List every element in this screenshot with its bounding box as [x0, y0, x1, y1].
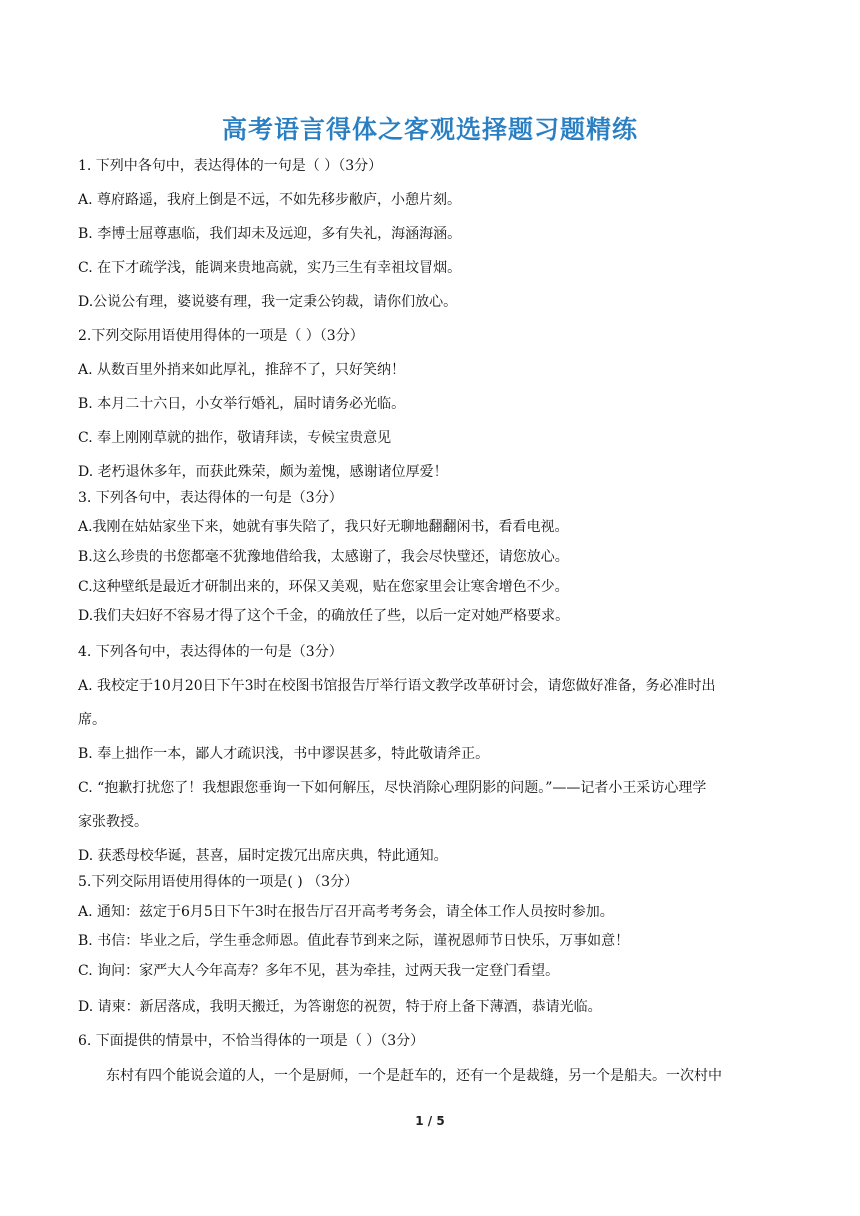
- page-number: 1 / 5: [415, 1114, 445, 1128]
- question-2-option-d: D. 老朽退休多年，而获此殊荣，颇为羞愧，感谢诸位厚爱！: [78, 464, 448, 480]
- question-3-option-d: D.我们夫妇好不容易才得了这个千金，的确放任了些，以后一定对她严格要求。: [78, 608, 570, 624]
- question-3-stem: 3. 下列各句中，表达得体的一句是（3分）: [78, 490, 343, 506]
- question-4-option-a-continued: 席。: [78, 712, 106, 728]
- question-1-stem: 1. 下列中各句中，表达得体的一句是（ ）（3分）: [78, 158, 383, 174]
- question-5-option-b: B. 书信：毕业之后，学生垂念师恩。值此春节到来之际，谨祝恩师节日快乐，万事如意！: [78, 933, 630, 949]
- question-2-option-b: B. 本月二十六日，小女举行婚礼，届时请务必光临。: [78, 396, 406, 412]
- question-6-stem: 6. 下面提供的情景中，不恰当得体的一项是（ ）（3分）: [78, 1033, 425, 1049]
- question-2-stem: 2.下列交际用语使用得体的一项是（ ）（3分）: [78, 328, 364, 344]
- question-3-option-b: B.这么珍贵的书您都毫不犹豫地借给我，太感谢了，我会尽快璧还，请您放心。: [78, 549, 569, 565]
- question-4-option-c: C. “抱歉打扰您了！我想跟您垂询一下如何解压，尽快消除心理阴影的问题。”——记者小王采访心理学: [78, 780, 707, 796]
- question-5-option-a: A. 通知：兹定于6月5日下午3时在报告厅召开高考考务会，请全体工作人员按时参加。: [78, 904, 614, 920]
- question-2-option-a: A. 从数百里外捎来如此厚礼，推辞不了，只好笑纳！: [78, 362, 406, 378]
- question-5-option-d: D. 请柬：新居落成，我明天搬迁，为答谢您的祝贺，特于府上备下薄酒，恭请光临。: [78, 999, 602, 1015]
- question-3-option-c: C.这种壁纸是最近才研制出来的，环保又美观，贴在您家里会让寒舍增色不少。: [78, 579, 569, 595]
- question-3-option-a: A.我刚在姑姑家坐下来，她就有事失陪了，我只好无聊地翻翻闲书，看看电视。: [78, 519, 569, 535]
- question-4-option-d: D. 获悉母校华诞，甚喜，届时定拨冗出席庆典，特此通知。: [78, 848, 448, 864]
- question-1-option-b: B. 李博士屈尊惠临，我们却未及远迎，多有失礼，海涵海涵。: [78, 226, 462, 242]
- question-4-option-a: A. 我校定于10月20日下午3时在校图书馆报告厅举行语文教学改革研讨会，请您做好准备，务必准时出: [78, 678, 716, 694]
- question-5-stem: 5.下列交际用语使用得体的一项是( ) （3分）: [78, 874, 359, 890]
- question-1-option-c: C. 在下才疏学浅，能调来贵地高就，实乃三生有幸祖坟冒烟。: [78, 260, 462, 276]
- question-6-passage: 东村有四个能说会道的人，一个是厨师，一个是赶车的，还有一个是裁缝，另一个是船夫。一次村中: [106, 1068, 722, 1084]
- question-5-option-c: C. 询问：家严大人今年高寿？多年不见，甚为牵挂，过两天我一定登门看望。: [78, 963, 560, 979]
- question-1-option-d: D.公说公有理，婆说婆有理，我一定秉公钧裁，请你们放心。: [78, 294, 458, 310]
- question-1-option-a: A. 尊府路遥，我府上倒是不远，不如先移步敝庐，小憩片刻。: [78, 192, 462, 208]
- question-4-option-b: B. 奉上拙作一本，鄙人才疏识浅，书中谬误甚多，特此敬请斧正。: [78, 746, 490, 762]
- question-4-stem: 4. 下列各句中，表达得体的一句是（3分）: [78, 644, 343, 660]
- question-4-option-c-continued: 家张教授。: [78, 814, 148, 830]
- document-title: 高考语言得体之客观选择题习题精练: [221, 115, 638, 144]
- question-2-option-c: C. 奉上刚刚草就的拙作，敬请拜读，专候宝贵意见: [78, 430, 392, 446]
